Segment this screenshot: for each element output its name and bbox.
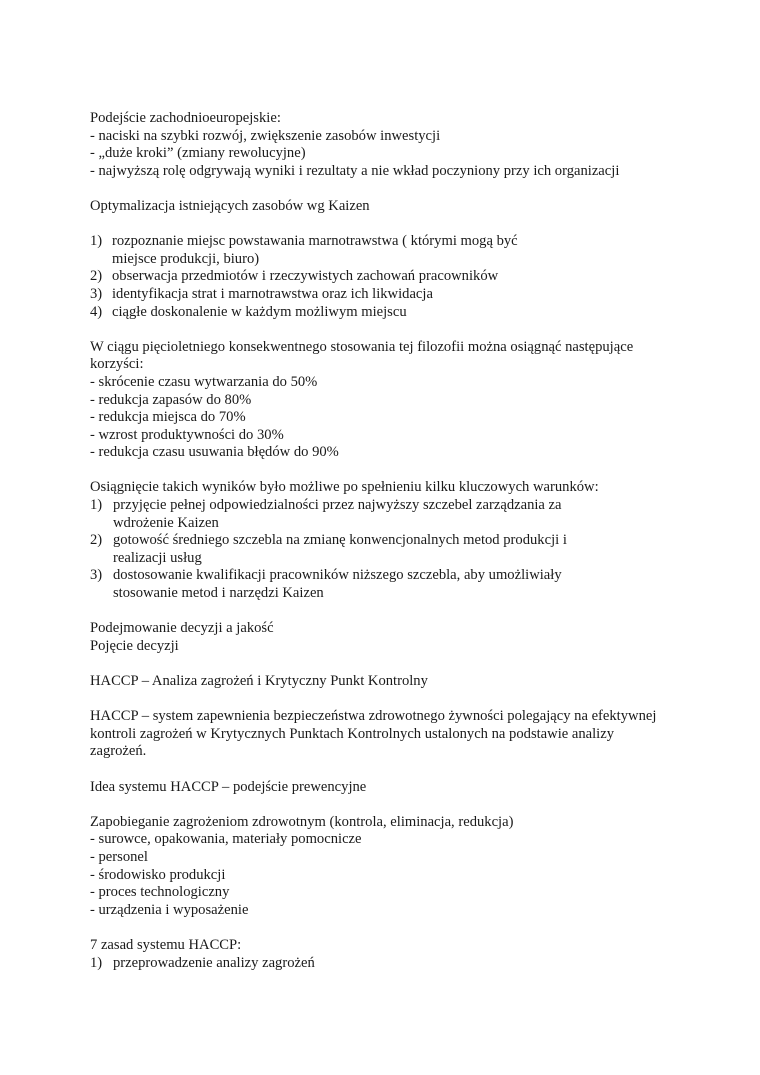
section-decisions [90, 620, 680, 655]
benefits-intro: W ciągu pięcioletniego konsekwentnego stosowania tej filozofii można osiągnąć następujące korzyści: [90, 338, 634, 373]
list-item: - najwyższą rolę odgrywają wyniki i rezultaty a nie wkład poczyniony przy ich organizacji [90, 162, 620, 179]
prevention-heading: Zapobieganie zagrożeniom zdrowotnym (kontrola, eliminacja, redukcja) [90, 813, 514, 830]
decisions-heading: Podejmowanie decyzji a jakość [90, 620, 274, 637]
list-item: - redukcja miejsca do 70% [90, 409, 246, 426]
section-prevention [90, 814, 680, 920]
list-item: 1) przyjęcie pełnej odpowiedzialności przez najwyższy szczebel zarządzania za wdrożenie Kaizen [90, 497, 562, 531]
list-item: - proces technologiczny [90, 884, 230, 901]
list-item: - urządzenia i wyposażenie [90, 901, 249, 918]
list-item: 1) rozpoznanie miejsc powstawania marnotrawstwa ( którymi mogą być miejsce produkcji, biuro) [90, 233, 518, 267]
list-item: - personel [90, 848, 148, 865]
list-item: 3) dostosowanie kwalifikacji pracowników niższego szczebla, aby umożliwiały stosowanie metod i narzędzi Kaizen [90, 567, 562, 602]
list-item: - redukcja zapasów do 80% [90, 391, 252, 408]
haccp-heading: HACCP – Analiza zagrożeń i Krytyczny Punkt Kontrolny [90, 673, 428, 689]
conditions-intro: Osiągnięcie takich wyników było możliwe po spełnieniu kilku kluczowych warunków: [90, 479, 599, 496]
list-item: 4) ciągłe doskonalenie w każdym możliwym miejscu [90, 303, 407, 320]
haccp-principles-heading: 7 zasad systemu HACCP: [90, 936, 242, 953]
conditions-list [90, 497, 610, 603]
list-item: 3) identyfikacja strat i marnotrawstwa oraz ich likwidacja [90, 285, 433, 302]
list-item: - skrócenie czasu wytwarzania do 50% [90, 373, 318, 390]
haccp-principles-list [90, 955, 680, 973]
list-item: - środowisko produkcji [90, 866, 226, 883]
list-item: 2) obserwacja przedmiotów i rzeczywistych zachowań pracowników [90, 268, 499, 285]
decisions-subheading: Pojęcie decyzji [90, 637, 179, 654]
document-page [90, 110, 680, 972]
list-item: - wzrost produktywności do 30% [90, 426, 284, 443]
list-item: 2) gotowość średniego szczebla na zmianę konwencjonalnych metod produkcji i realizacji usług [90, 532, 567, 566]
kaizen-steps-list [90, 233, 550, 321]
section-benefits [90, 339, 680, 462]
haccp-definition: HACCP – system zapewnienia bezpieczeństwa zdrowotnego żywności polegający na efektywnej kontroli zagrożeń w Krytycznych Punktach Kontrolnych ustalonych na podstawie analizy zagrożeń. [90, 708, 657, 760]
list-item: 1) przeprowadzenie analizy zagrożeń [90, 954, 315, 971]
heading-kaizen-optimization: Optymalizacja istniejących zasobów wg Kaizen [90, 197, 370, 214]
list-item: - surowce, opakowania, materiały pomocnicze [90, 831, 362, 848]
heading-western-approach: Podejście zachodnioeuropejskie: [90, 110, 281, 126]
list-item: - redukcja czasu usuwania błędów do 90% [90, 444, 339, 461]
section-western-approach [90, 110, 680, 180]
list-item: - naciski na szybki rozwój, zwiększenie zasobów inwestycji [90, 127, 441, 144]
list-item: - „duże kroki” (zmiany rewolucyjne) [90, 145, 306, 162]
haccp-idea: Idea systemu HACCP – podejście prewencyjne [90, 778, 367, 795]
